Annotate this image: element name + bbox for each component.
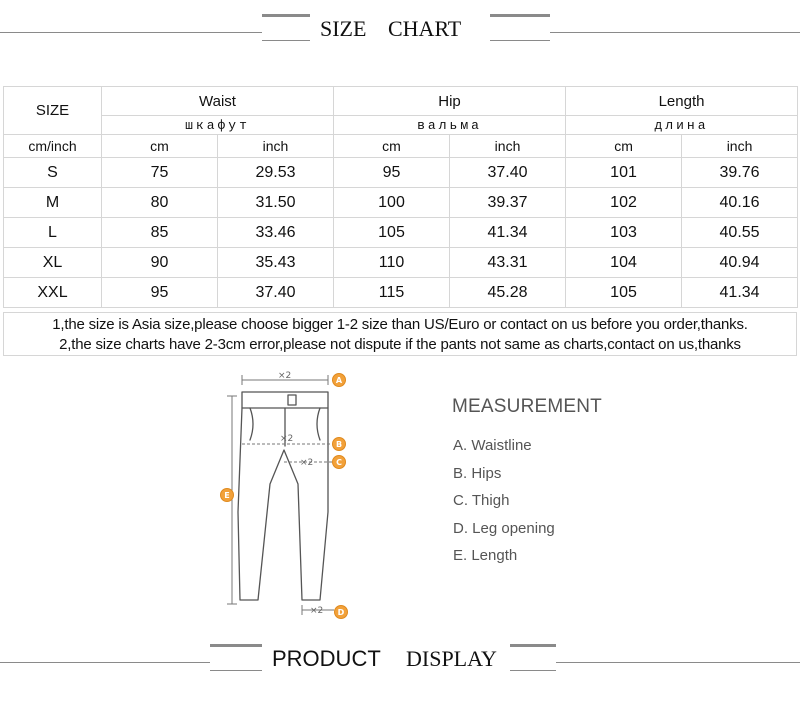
hip-header: Hip [334,87,566,116]
value-cell: 39.76 [682,158,798,188]
pants-waistband [242,392,328,408]
size-notes [3,312,797,356]
value-cell: 100 [334,188,450,218]
banner-rule [210,644,262,647]
measurement-list [453,432,555,570]
unit-cell: cm [566,135,682,158]
value-cell: 90 [102,248,218,278]
multiplier-label: ×2 [280,434,294,444]
value-cell: 105 [566,278,682,308]
measurement-title: MEASUREMENT [452,396,602,417]
value-cell: 37.40 [450,158,566,188]
size-header: SIZE [4,87,102,135]
banner-rule [490,14,550,17]
banner-rule [0,32,262,33]
size-cell: XL [4,248,102,278]
value-cell: 41.34 [682,278,798,308]
unit-cell: inch [450,135,566,158]
multiplier-label: ×2 [278,371,292,381]
marker-letter: C [336,458,342,467]
list-item: D. Leg opening [453,519,555,537]
product-display-banner [0,636,800,676]
marker-letter: A [335,376,343,385]
banner-title-word: SIZE [320,16,367,41]
banner-rule [262,40,310,41]
value-cell: 35.43 [218,248,334,278]
value-cell: 40.94 [682,248,798,278]
length-header: Length [566,87,798,116]
value-cell: 40.16 [682,188,798,218]
list-item: C. Thigh [453,492,510,510]
unit-cell: cm [102,135,218,158]
value-cell: 101 [566,158,682,188]
unit-cell: inch [218,135,334,158]
note-line: 1,the size is Asia size,please choose bigger 1-2 size than US/Euro or contact on us before you order,thanks. [52,316,748,333]
table-row [4,158,798,188]
belt-loop [288,395,296,405]
value-cell: 31.50 [218,188,334,218]
unit-cell: inch [682,135,798,158]
banner-title-word: DISPLAY [406,646,497,671]
banner-rule [550,32,800,33]
pants-pocket [250,408,253,440]
table-row [4,218,798,248]
value-cell: 95 [334,158,450,188]
value-cell: 45.28 [450,278,566,308]
value-cell: 102 [566,188,682,218]
value-cell: 85 [102,218,218,248]
length-header-ru: длина [566,116,798,135]
value-cell: 103 [566,218,682,248]
waist-header: Waist [102,87,334,116]
banner-rule [510,670,556,671]
table-row [4,248,798,278]
pants-measurement-diagram [200,362,370,622]
banner-rule [0,662,210,663]
unit-label: cm/inch [4,135,102,158]
value-cell: 95 [102,278,218,308]
waist-header-ru: шкафут [102,116,334,135]
size-cell: L [4,218,102,248]
table-row [4,278,798,308]
marker-letter: B [335,440,343,449]
size-cell: XXL [4,278,102,308]
list-item: E. Length [453,547,518,565]
size-table [3,86,798,308]
table-row [4,188,798,218]
list-item: B. Hips [453,464,502,482]
value-cell: 43.31 [450,248,566,278]
list-item: A. Waistline [453,437,532,454]
pants-pocket [317,408,320,440]
banner-title-word: PRODUCT [272,646,381,671]
value-cell: 40.55 [682,218,798,248]
value-cell: 110 [334,248,450,278]
value-cell: 37.40 [218,278,334,308]
value-cell: 33.46 [218,218,334,248]
value-cell: 41.34 [450,218,566,248]
unit-cell: cm [334,135,450,158]
hip-header-ru: вальма [334,116,566,135]
note-line: 2,the size charts have 2-3cm error,please not dispute if the pants not same as charts,contact on us,thanks [59,336,741,353]
value-cell: 75 [102,158,218,188]
banner-rule [556,662,800,663]
banner-title-word: CHART [388,16,462,41]
banner-rule [262,14,310,17]
banner-rule [510,644,556,647]
banner-rule [490,40,550,41]
marker-letter: E [224,491,230,500]
marker-letter: D [337,608,345,617]
value-cell: 39.37 [450,188,566,218]
value-cell: 29.53 [218,158,334,188]
value-cell: 104 [566,248,682,278]
value-cell: 105 [334,218,450,248]
value-cell: 115 [334,278,450,308]
size-cell: M [4,188,102,218]
size-cell: S [4,158,102,188]
multiplier-label: ×2 [310,606,324,616]
banner-rule [210,670,262,671]
multiplier-label: ×2 [300,458,314,468]
value-cell: 80 [102,188,218,218]
size-chart-banner [0,8,800,48]
